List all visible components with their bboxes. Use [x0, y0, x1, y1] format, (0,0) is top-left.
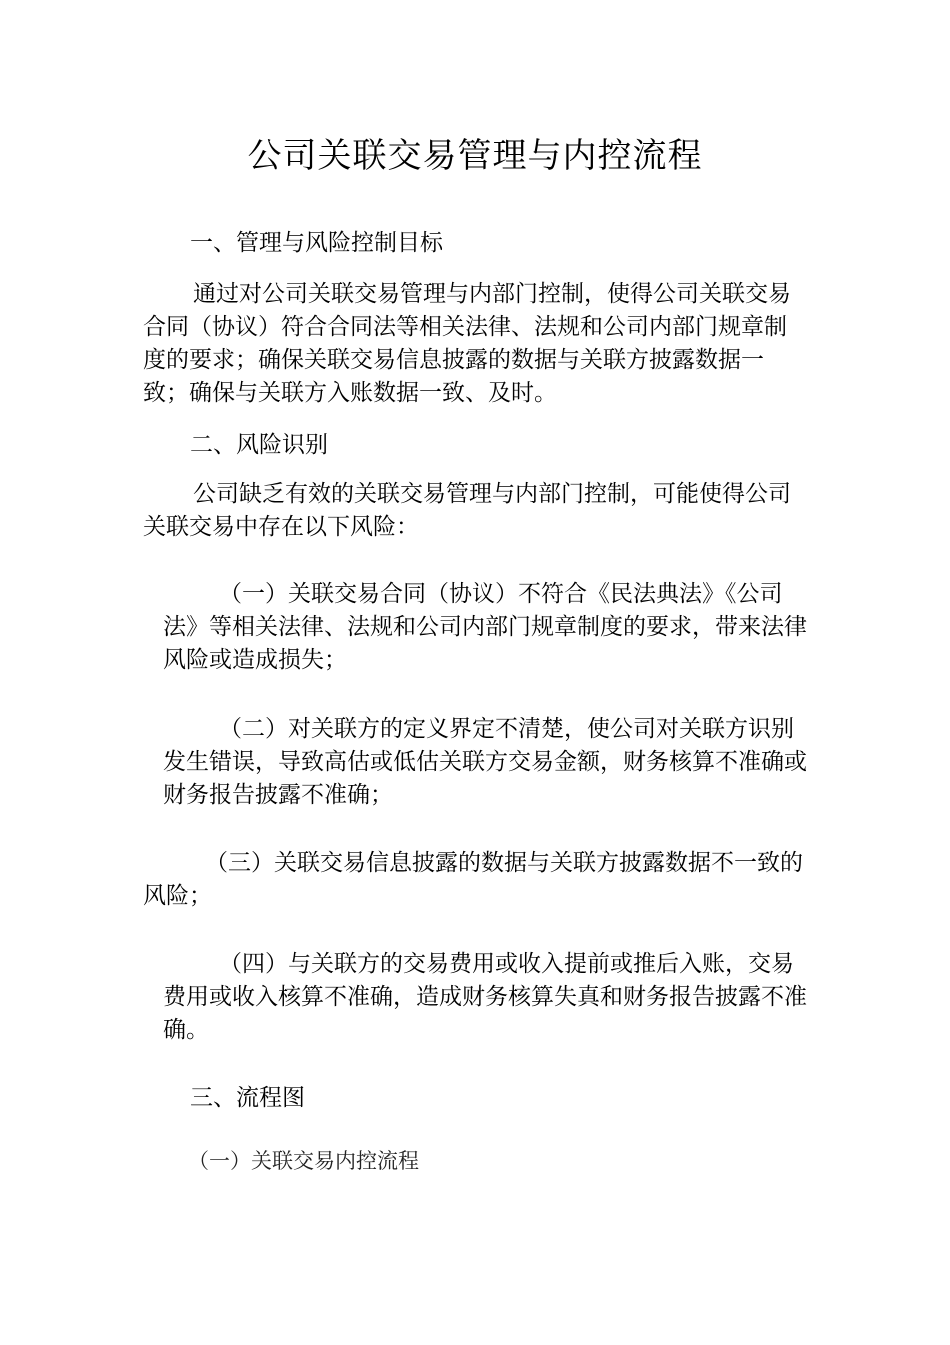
section-1-heading: 一、管理与风险控制目标 — [190, 230, 443, 256]
section-3-heading: 三、流程图 — [190, 1085, 305, 1111]
section-2-heading: 二、风险识别 — [190, 432, 328, 458]
section-3-subheading: （一）关联交易内控流程 — [188, 1149, 419, 1173]
section-2-intro: 公司缺乏有效的关联交易管理与内部门控制，可能使得公司关联交易中存在以下风险： — [143, 481, 791, 540]
page-title: 公司关联交易管理与内控流程 — [247, 136, 703, 176]
risk-item-2: （二）对关联方的定义界定不清楚，使公司对关联方识别发生错误，导致高估或低估关联方交易金额，财务核算不准确或财务报告披露不准确； — [163, 716, 807, 808]
section-1-body: 通过对公司关联交易管理与内部门控制，使得公司关联交易合同（协议）符合合同法等相关法律、法规和公司内部门规章制度的要求；确保关联交易信息披露的数据与关联方披露数据一致；确保与关联方入账数据一致、及时。 — [143, 281, 791, 406]
risk-item-3: （三）关联交易信息披露的数据与关联方披露数据不一致的风险； — [143, 850, 803, 909]
risk-item-4: （四）与关联方的交易费用或收入提前或推后入账，交易费用或收入核算不准确，造成财务核算失真和财务报告披露不准确。 — [163, 951, 807, 1043]
risk-item-1: （一）关联交易合同（协议）不符合《民法典法》《公司法》等相关法律、法规和公司内部门规章制度的要求，带来法律风险或造成损失； — [163, 581, 807, 673]
